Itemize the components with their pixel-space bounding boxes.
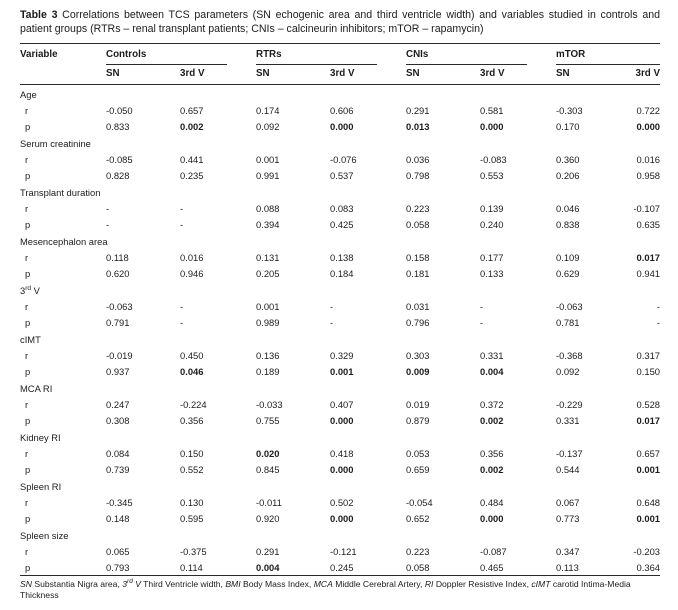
value-cell: 0.036 (406, 153, 430, 165)
value-cell: 0.020 (256, 447, 280, 459)
value-cell: 0.595 (180, 512, 204, 524)
value-cell: 0.291 (406, 104, 430, 116)
value-cell: 0.138 (330, 251, 354, 263)
footnote-abbrev: rd (127, 578, 133, 586)
value-cell: -0.063 (556, 300, 583, 312)
stat-row-r (20, 151, 660, 167)
variable-label: Serum creatinine (20, 137, 91, 149)
value-cell: 0.139 (480, 202, 504, 214)
value-cell: 0.017 (636, 251, 661, 263)
value-cell: -0.107 (633, 202, 661, 214)
value-cell: 0.046 (556, 202, 580, 214)
value-cell: 0.189 (256, 365, 280, 377)
value-cell: -0.050 (106, 104, 133, 116)
value-cell: 0.739 (106, 463, 130, 475)
stat-row-p (20, 510, 660, 526)
footnote-abbrev: SN (20, 579, 32, 589)
footnote-abbrev: MCA (313, 579, 333, 589)
value-cell: 0.793 (106, 561, 130, 573)
value-cell: 0.303 (406, 349, 430, 361)
group-header-controls (106, 44, 256, 66)
value-cell: 0.838 (556, 218, 580, 230)
variable-group-row (20, 232, 660, 249)
variable-group-row (20, 281, 660, 298)
value-cell: 0.450 (180, 349, 204, 361)
value-cell: - (180, 300, 184, 312)
value-cell: 0.329 (330, 349, 354, 361)
col-header-rtrs-sn: SN (256, 65, 330, 85)
value-cell: 0.360 (556, 153, 580, 165)
value-cell: 0.941 (636, 267, 661, 279)
value-cell: 0.958 (636, 169, 661, 181)
stat-row-p (20, 314, 660, 330)
correlation-table (20, 43, 660, 576)
value-cell: 0.000 (480, 120, 504, 132)
group-label: mTOR (556, 49, 586, 60)
value-cell: -0.345 (106, 496, 133, 508)
stat-row-r (20, 543, 660, 559)
value-cell: 0.092 (556, 365, 580, 377)
value-cell: 0.088 (256, 202, 280, 214)
table-header (20, 44, 660, 85)
stat-row-p (20, 412, 660, 428)
group-header-rtrs (256, 44, 406, 66)
value-cell: 0.019 (406, 398, 430, 410)
column-header-variable: Variable (20, 44, 106, 66)
value-cell: 0.031 (406, 300, 430, 312)
value-cell: 0.092 (256, 120, 280, 132)
value-cell: 0.114 (180, 561, 203, 573)
stat-row-p (20, 167, 660, 183)
stat-label-p: p (25, 316, 31, 328)
value-cell: 0.484 (480, 496, 504, 508)
value-cell: 0.016 (180, 251, 204, 263)
value-cell: -0.083 (480, 153, 507, 165)
stat-row-p (20, 265, 660, 281)
value-cell: - (180, 316, 184, 328)
value-cell: 0.004 (256, 561, 280, 573)
value-cell: -0.019 (106, 349, 133, 361)
stat-row-p (20, 559, 660, 576)
stat-row-r (20, 494, 660, 510)
stat-label-p: p (25, 120, 31, 132)
value-cell: 0.659 (406, 463, 430, 475)
value-cell: 0.722 (636, 104, 661, 116)
value-cell: 0.652 (406, 512, 430, 524)
stat-label-p: p (25, 512, 31, 524)
value-cell: 0.009 (406, 365, 430, 377)
footnote-abbrev: RI (424, 579, 434, 589)
value-cell: 0.002 (180, 120, 204, 132)
value-cell: -0.203 (633, 545, 661, 557)
value-cell: 0.001 (256, 153, 280, 165)
value-cell: 0.553 (480, 169, 504, 181)
value-cell: - (106, 202, 110, 214)
variable-group-row (20, 183, 660, 200)
value-cell: - (656, 316, 661, 328)
value-cell: 0.937 (106, 365, 130, 377)
value-cell: 0.791 (106, 316, 130, 328)
value-cell: 0.002 (480, 414, 504, 426)
value-cell: 0.845 (256, 463, 280, 475)
value-cell: 0.150 (180, 447, 204, 459)
value-cell: 0.240 (480, 218, 504, 230)
value-cell: 0.170 (556, 120, 580, 132)
value-cell: 0.989 (256, 316, 280, 328)
value-cell: 0.502 (330, 496, 354, 508)
value-cell: 0.131 (256, 251, 280, 263)
footnote-abbrev: Third Ventricle width, (140, 579, 226, 589)
value-cell: - (106, 218, 110, 230)
value-cell: 0.347 (556, 545, 580, 557)
stat-row-r (20, 347, 660, 363)
value-cell: 0.001 (636, 463, 661, 475)
value-cell: 0.174 (256, 104, 280, 116)
variable-label: MCA RI (20, 382, 53, 394)
footnote-abbrev: Doppler Resistive Index, (433, 579, 532, 589)
group-label: RTRs (256, 49, 282, 60)
stat-label-r: r (25, 496, 29, 508)
variable-label: 3rd V (20, 284, 40, 296)
value-cell: 0.150 (636, 365, 661, 377)
value-cell: 0.184 (330, 267, 354, 279)
value-cell: 0.206 (556, 169, 580, 181)
value-cell: 0.581 (480, 104, 504, 116)
stat-label-r: r (25, 545, 29, 557)
value-cell: - (180, 218, 184, 230)
stat-label-p: p (25, 267, 31, 279)
value-cell: 0.002 (480, 463, 504, 475)
value-cell: 0.016 (636, 153, 661, 165)
value-cell: -0.054 (406, 496, 433, 508)
stat-label-r: r (25, 153, 29, 165)
value-cell: - (656, 300, 661, 312)
col-header-cnis-3rdv: 3rd V (480, 65, 556, 85)
stat-label-p: p (25, 169, 31, 181)
variable-group-row (20, 526, 660, 543)
value-cell: 0.418 (330, 447, 354, 459)
value-cell: 0.635 (636, 218, 661, 230)
stat-row-p (20, 118, 660, 134)
variable-group-row (20, 134, 660, 151)
value-cell: 0.235 (180, 169, 204, 181)
value-cell: 0.245 (330, 561, 354, 573)
value-cell: 0.798 (406, 169, 430, 181)
value-cell: 0.181 (406, 267, 430, 279)
value-cell: 0.544 (556, 463, 580, 475)
value-cell: 0.113 (556, 561, 579, 573)
value-cell: 0.001 (636, 512, 661, 524)
table-body (20, 85, 660, 576)
value-cell: 0.331 (480, 349, 504, 361)
value-cell: -0.033 (256, 398, 283, 410)
value-cell: 0.001 (256, 300, 280, 312)
stat-label-p: p (25, 218, 31, 230)
value-cell: 0.247 (106, 398, 130, 410)
stat-label-p: p (25, 561, 31, 573)
group-label: Controls (106, 49, 147, 60)
variable-label: Age (20, 88, 37, 100)
value-cell: 0.017 (636, 414, 661, 426)
stat-row-r (20, 396, 660, 412)
value-cell: 0.657 (180, 104, 204, 116)
variable-group-row (20, 330, 660, 347)
table-caption (20, 9, 660, 36)
value-cell: -0.087 (480, 545, 507, 557)
value-cell: 0.130 (180, 496, 204, 508)
stat-label-r: r (25, 104, 29, 116)
value-cell: 0.053 (406, 447, 430, 459)
value-cell: 0.000 (330, 120, 354, 132)
value-cell: 0.552 (180, 463, 204, 475)
value-cell: 0.000 (480, 512, 504, 524)
stat-label-p: p (25, 414, 31, 426)
value-cell: 0.083 (330, 202, 354, 214)
stat-row-p (20, 216, 660, 232)
stat-row-r (20, 102, 660, 118)
value-cell: 0.223 (406, 202, 430, 214)
value-cell: -0.085 (106, 153, 133, 165)
value-cell: 0.000 (636, 120, 661, 132)
table-caption-number: Table 3 (20, 9, 58, 21)
variable-label: Mesencephalon area (20, 235, 108, 247)
value-cell: 0.058 (406, 218, 430, 230)
stat-label-r: r (25, 447, 29, 459)
footnote-abbrev: 3 (122, 579, 128, 589)
value-cell: -0.368 (556, 349, 583, 361)
variable-group-row (20, 85, 660, 103)
value-cell: 0.356 (180, 414, 204, 426)
value-cell: 0.833 (106, 120, 130, 132)
value-cell: 0.205 (256, 267, 280, 279)
value-cell: 0.001 (330, 365, 354, 377)
value-cell: 0.828 (106, 169, 130, 181)
value-cell: 0.046 (180, 365, 204, 377)
value-cell: 0.781 (556, 316, 580, 328)
value-cell: 0.407 (330, 398, 354, 410)
stat-label-r: r (25, 202, 29, 214)
table-footnote (20, 579, 660, 601)
value-cell: 0.317 (636, 349, 661, 361)
value-cell: -0.137 (556, 447, 583, 459)
value-cell: 0.148 (106, 512, 130, 524)
value-cell: 0.920 (256, 512, 280, 524)
footnote-abbrev: V (132, 579, 141, 589)
variable-label: Kidney RI (20, 431, 61, 443)
value-cell: 0.879 (406, 414, 430, 426)
variable-label: Spleen RI (20, 480, 62, 492)
footnote-abbrev: Middle Cerebral Artery, (332, 579, 425, 589)
value-cell: 0.356 (480, 447, 504, 459)
value-cell: 0.606 (330, 104, 354, 116)
value-cell: 0.648 (636, 496, 661, 508)
value-cell: -0.076 (330, 153, 357, 165)
subheader-row (20, 65, 660, 85)
value-cell: 0.331 (556, 414, 580, 426)
stat-label-r: r (25, 300, 29, 312)
value-cell: 0.000 (330, 512, 354, 524)
col-header-mtor-sn: SN (556, 65, 611, 85)
stat-label-r: r (25, 398, 29, 410)
subheader-spacer (20, 65, 106, 85)
value-cell: 0.118 (106, 251, 129, 263)
value-cell: 0.620 (106, 267, 130, 279)
stat-row-r (20, 298, 660, 314)
value-cell: - (330, 300, 334, 312)
value-cell: 0.000 (330, 414, 354, 426)
value-cell: 0.013 (406, 120, 430, 132)
col-header-rtrs-3rdv: 3rd V (330, 65, 406, 85)
value-cell: 0.136 (256, 349, 280, 361)
value-cell: 0.109 (556, 251, 580, 263)
value-cell: 0.441 (180, 153, 204, 165)
value-cell: -0.375 (180, 545, 207, 557)
stat-label-r: r (25, 251, 29, 263)
value-cell: 0.133 (480, 267, 504, 279)
variable-group-row (20, 477, 660, 494)
footnote-abbrev: Body Mass Index, (240, 579, 314, 589)
value-cell: 0.004 (480, 365, 504, 377)
footnote-abbrev: carotid Intima-Media Thickness (20, 579, 631, 600)
value-cell: 0.537 (330, 169, 354, 181)
value-cell: -0.121 (330, 545, 357, 557)
footnote-abbrev: Substantia Nigra area, (31, 579, 123, 589)
col-header-controls-3rdv: 3rd V (180, 65, 256, 85)
col-header-controls-sn: SN (106, 65, 180, 85)
variable-group-row (20, 379, 660, 396)
value-cell: 0.158 (406, 251, 430, 263)
value-cell: - (330, 316, 334, 328)
value-cell: 0.067 (556, 496, 580, 508)
value-cell: 0.394 (256, 218, 280, 230)
value-cell: - (480, 300, 484, 312)
value-cell: 0.000 (330, 463, 354, 475)
value-cell: -0.303 (556, 104, 583, 116)
value-cell: 0.773 (556, 512, 580, 524)
value-cell: -0.229 (556, 398, 583, 410)
group-header-cnis (406, 44, 556, 66)
stat-label-p: p (25, 365, 31, 377)
value-cell: 0.372 (480, 398, 504, 410)
stat-row-r (20, 200, 660, 216)
stat-row-r (20, 249, 660, 265)
value-cell: 0.084 (106, 447, 130, 459)
value-cell: - (480, 316, 484, 328)
group-header-row (20, 44, 660, 66)
value-cell: 0.796 (406, 316, 430, 328)
stat-row-r (20, 445, 660, 461)
variable-label: cIMT (20, 333, 41, 345)
value-cell: 0.425 (330, 218, 354, 230)
value-cell: 0.991 (256, 169, 280, 181)
variable-label: Spleen size (20, 529, 69, 541)
value-cell: 0.058 (406, 561, 430, 573)
value-cell: -0.011 (256, 496, 282, 508)
stat-row-p (20, 363, 660, 379)
value-cell: - (180, 202, 184, 214)
footnote-abbrev: cIMT (531, 579, 551, 589)
value-cell: 0.308 (106, 414, 130, 426)
value-cell: 0.657 (636, 447, 661, 459)
value-cell: 0.065 (106, 545, 130, 557)
variable-label: Transplant duration (20, 186, 101, 198)
table-caption-text: Correlations between TCS parameters (SN echogenic area and third ventricle width) and variables studied in controls and patient groups (RTRs – renal transplant patients; CNIs – calcineurin inhibitors; mTOR – rapamycin) (20, 9, 660, 35)
col-header-cnis-sn: SN (406, 65, 480, 85)
stat-label-r: r (25, 349, 29, 361)
stat-label-p: p (25, 463, 31, 475)
footnote-abbrev: BMI (225, 579, 241, 589)
value-cell: -0.224 (180, 398, 207, 410)
value-cell: -0.063 (106, 300, 133, 312)
value-cell: 0.755 (256, 414, 280, 426)
value-cell: 0.528 (636, 398, 661, 410)
col-header-mtor-3rdv: 3rd V (611, 65, 660, 85)
value-cell: 0.223 (406, 545, 430, 557)
value-cell: 0.291 (256, 545, 280, 557)
value-cell: 0.177 (480, 251, 504, 263)
stat-row-p (20, 461, 660, 477)
group-header-mtor (556, 44, 660, 66)
value-cell: 0.364 (636, 561, 661, 573)
group-label: CNIs (406, 49, 429, 60)
variable-group-row (20, 428, 660, 445)
value-cell: 0.465 (480, 561, 504, 573)
value-cell: 0.946 (180, 267, 204, 279)
value-cell: 0.629 (556, 267, 580, 279)
